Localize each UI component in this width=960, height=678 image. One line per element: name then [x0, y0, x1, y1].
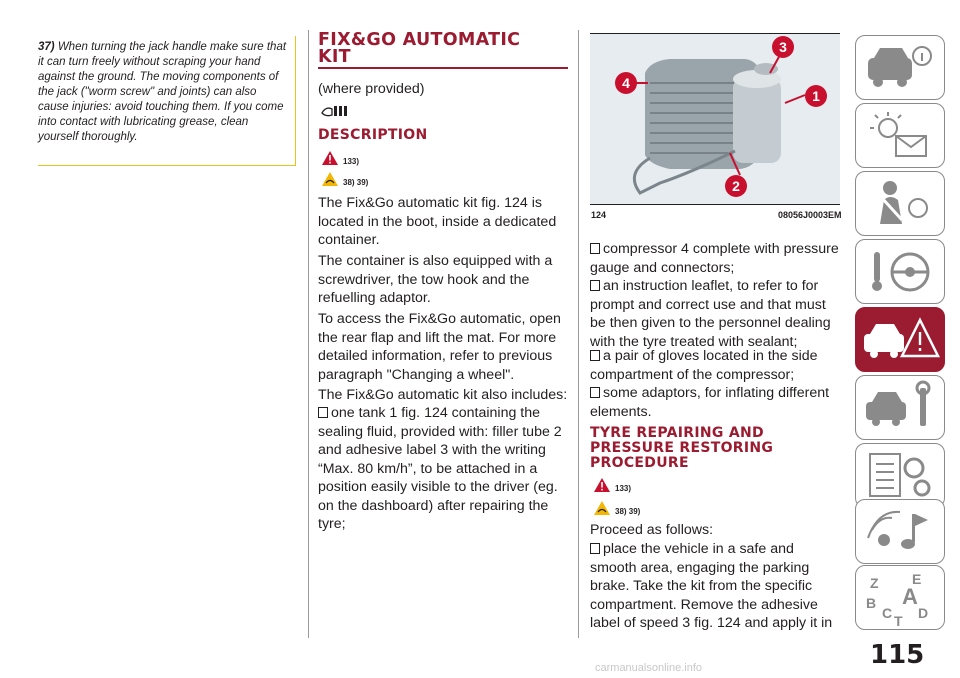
callout-3-label: 3	[779, 39, 787, 55]
sidebar-tab-multimedia[interactable]	[855, 499, 945, 564]
sidebar-tab-dashboard[interactable]	[855, 103, 945, 168]
page-number: 115	[870, 640, 925, 670]
bullet-box	[590, 543, 600, 554]
paragraph-container: The container is also equipped with a screwdriver, the tow hook and the refuelling adaptor.	[318, 253, 553, 306]
caution-reference: 38) 39)	[343, 178, 369, 187]
lights-warning-icon	[856, 104, 944, 167]
warning-text: 37) When turning the jack handle make sure that it can turn freely without scraping your hand against the ground. The moving components of the jack ("worm screw" and joints) can also cause injuries: avoid touching them. If you come into contact with lubricating grease, clean yourself thoroughly.	[38, 41, 287, 143]
column-divider-right	[578, 30, 579, 638]
list-item-adaptors: some adaptors, for inflating different elements.	[590, 385, 830, 420]
figure-code: 08056J0003EM	[778, 210, 842, 220]
warning-number: 37)	[38, 41, 55, 53]
bullet-box	[590, 243, 600, 254]
paragraph-includes: The Fix&Go automatic kit also includes:	[318, 387, 568, 403]
callout-4-label: 4	[622, 75, 630, 91]
where-provided: (where provided)	[318, 81, 425, 97]
bullet-box	[590, 280, 600, 291]
fix-and-go-kit-icon	[320, 103, 350, 119]
sidebar-tab-starting-driving[interactable]	[855, 239, 945, 304]
sidebar-tab-maintenance[interactable]	[855, 375, 945, 440]
column-divider-left	[308, 30, 309, 638]
fix-and-go-kit-figure	[590, 33, 840, 205]
seatbelt-person-icon	[856, 172, 944, 235]
list-item-leaflet: an instruction leaflet, to refer to for prompt and correct use and that must be then given to the personnel dealing with the tyre treated with sealant;	[590, 278, 831, 350]
figure-number: 124	[591, 210, 607, 220]
danger-reference: 133)	[615, 484, 632, 493]
callout-2-label: 2	[732, 178, 740, 194]
bullet-box	[590, 387, 600, 398]
index-letter-t: T	[894, 613, 903, 629]
multimedia-note-icon	[856, 500, 944, 563]
caution-reference: 38) 39)	[615, 507, 641, 516]
index-letters-icon	[856, 566, 944, 629]
danger-triangle-icon	[594, 478, 610, 492]
paragraph-access: To access the Fix&Go automatic, open the rear flap and lift the mat. For more detailed information, refer to previous paragraph "Changing a wheel".	[318, 311, 561, 383]
danger-triangle-icon	[322, 151, 338, 165]
steering-wheel-icon	[856, 240, 944, 303]
index-letter-b: B	[866, 595, 877, 611]
index-letter-d: D	[918, 605, 929, 621]
bullet-box	[590, 350, 600, 361]
caution-triangle-icon	[594, 501, 610, 515]
list-item-tank: one tank 1 fig. 124 containing the sealing fluid, provided with: filler tube 2 and adhesive label 3 with the writing “Max. 80 km/h”, to be attached in a position easily visible to the driver (eg. on the dashboard) after repairing the tyre;	[318, 405, 562, 532]
car-wrench-icon	[856, 376, 944, 439]
list-item-gloves: a pair of gloves located in the side compartment of the compressor;	[590, 348, 818, 383]
car-info-icon	[856, 36, 944, 99]
list-item-place-vehicle: place the vehicle in a safe and smooth area, engaging the parking brake. Take the kit from the specific compartment. Remove the adhesive label of speed 3 fig. 124 and apply it in	[590, 541, 833, 631]
bullet-box	[318, 407, 328, 418]
index-letter-e: E	[912, 571, 922, 587]
caution-triangle-icon	[322, 172, 338, 186]
watermark: carmanualsonline.info	[595, 662, 703, 674]
warning-box	[38, 36, 296, 166]
subtitle-procedure: TYRE REPAIRING AND PRESSURE RESTORING PROCEDURE	[590, 425, 774, 471]
danger-reference: 133)	[343, 157, 360, 166]
sidebar-tab-safety[interactable]	[855, 171, 945, 236]
index-letter-z: Z	[870, 575, 879, 591]
emergency-car-icon	[856, 308, 944, 371]
sidebar-tab-emergency[interactable]	[855, 307, 945, 372]
section-title: FIX&GO AUTOMATIC KIT	[318, 30, 521, 67]
title-underline	[318, 67, 568, 69]
index-letter-c: C	[882, 605, 893, 621]
list-item-compressor: compressor 4 complete with pressure gauge and connectors;	[590, 241, 839, 276]
paragraph-kit-location: The Fix&Go automatic kit fig. 124 is located in the boot, inside a dedicated container.	[318, 195, 557, 248]
sidebar-tab-getting-to-know[interactable]	[855, 35, 945, 100]
callout-1-label: 1	[812, 88, 820, 104]
index-letter-a: A	[902, 584, 918, 609]
subtitle-description: DESCRIPTION	[318, 127, 428, 143]
sidebar-tab-index[interactable]	[855, 565, 945, 630]
specs-gear-icon	[856, 444, 944, 507]
paragraph-proceed: Proceed as follows:	[590, 522, 714, 538]
